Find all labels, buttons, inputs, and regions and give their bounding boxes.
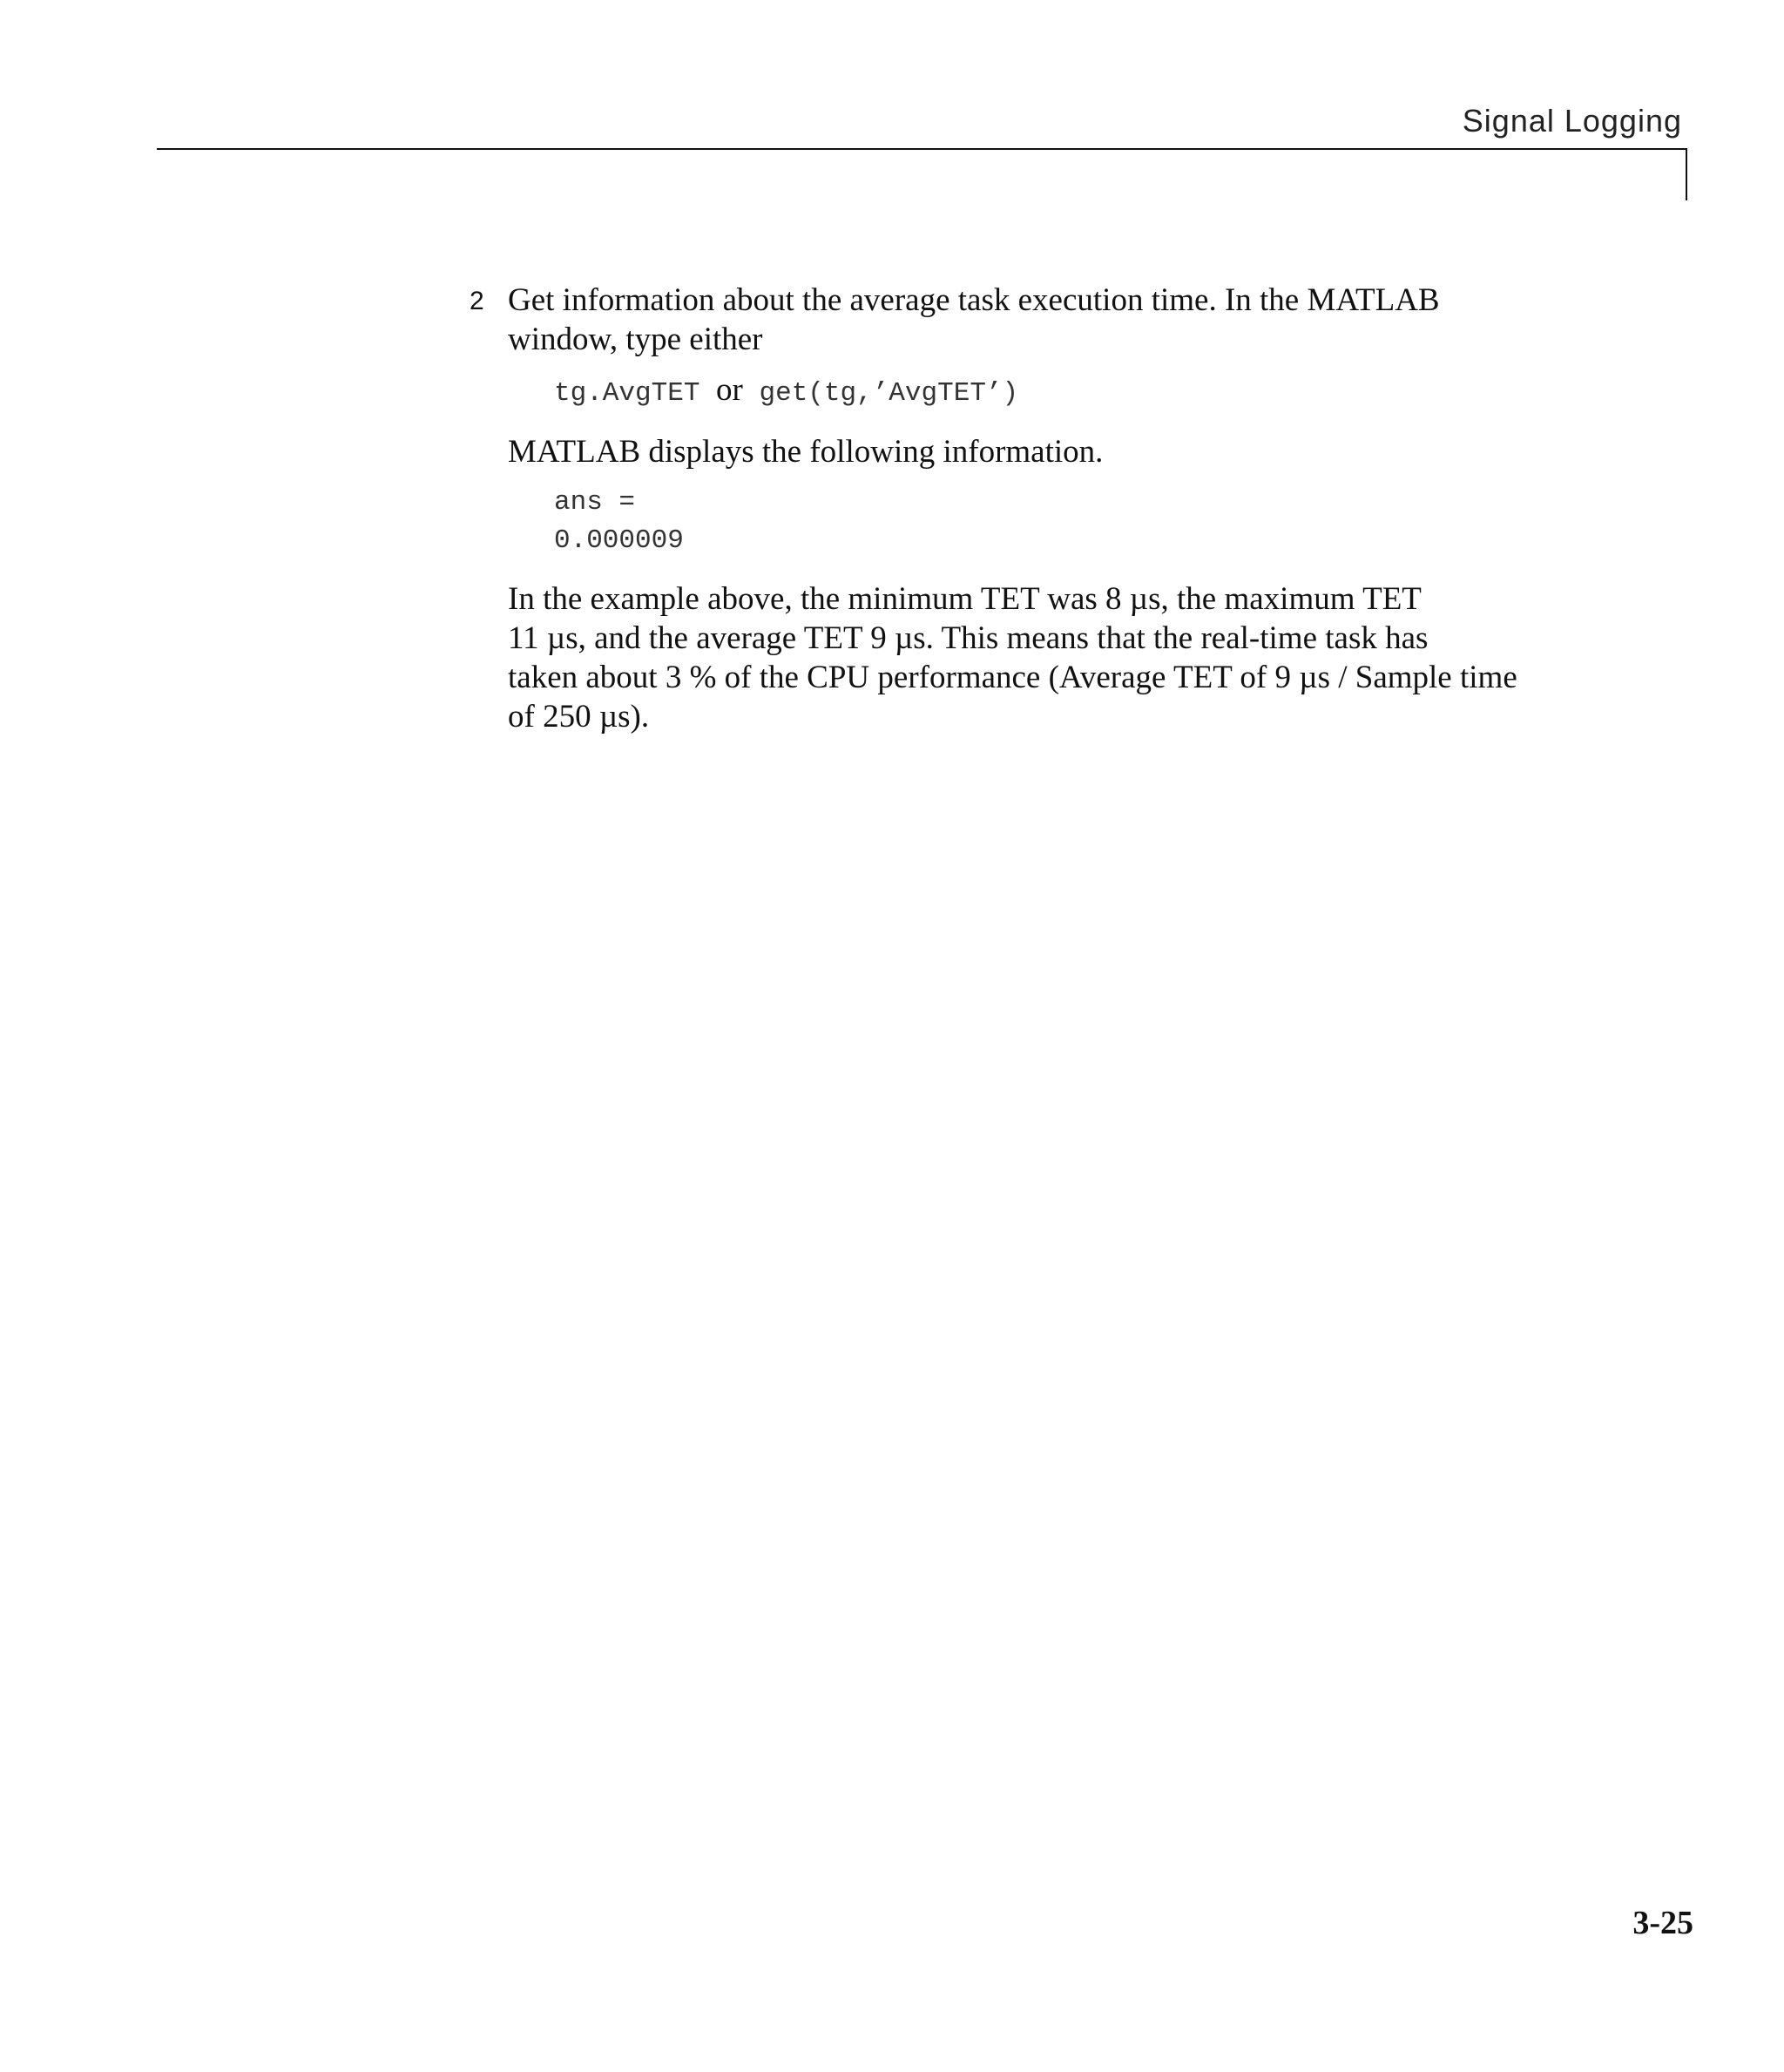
section-title: Signal Logging (1462, 103, 1682, 139)
step-content (470, 281, 1632, 736)
explanation-line: of 250 µs). (508, 699, 650, 735)
command-example (554, 371, 1632, 413)
step-intro-line: window, type either (508, 322, 763, 357)
explanation-line: In the example above, the minimum TET was 8 µs, the maximum TET (508, 581, 1422, 617)
header-rule (157, 148, 1687, 150)
explanation-line: taken about 3 % of the CPU performance (Average TET of 9 µs / Sample time (508, 660, 1517, 695)
command-option-1: tg.AvgTET (554, 378, 700, 409)
header-corner-tick (1686, 148, 1687, 200)
explanation-paragraph (508, 579, 1632, 736)
step-number: 2 (470, 287, 484, 315)
display-text: MATLAB displays the following information. (508, 434, 1104, 470)
page-number: 3-25 (1632, 1905, 1693, 1941)
output-line: ans = (554, 487, 636, 518)
output-line: 0.000009 (554, 525, 684, 556)
matlab-output (554, 484, 1632, 560)
command-connector: or (716, 372, 743, 408)
command-option-2: get(tg,’AvgTET’) (759, 378, 1019, 409)
step-intro (508, 281, 1632, 359)
step-intro-line: Get information about the average task execution time. In the MATLAB (508, 282, 1440, 318)
explanation-line: 11 µs, and the average TET 9 µs. This means that the real-time task has (508, 620, 1429, 656)
